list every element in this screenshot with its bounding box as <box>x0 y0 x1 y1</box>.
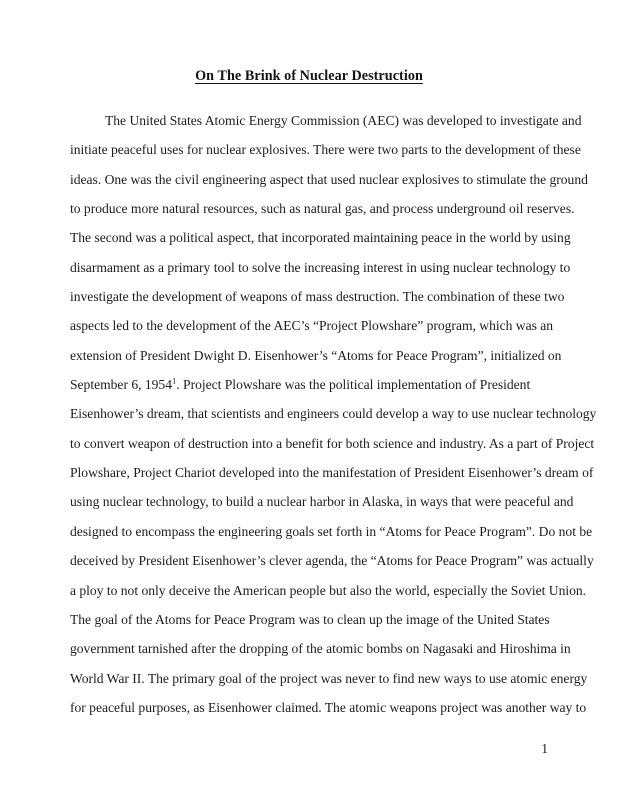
body-line: ideas. One was the civil engineering aspect that used nuclear explosives to stimulate the ground <box>70 171 588 187</box>
page-number: 1 <box>541 741 548 756</box>
body-line: deceived by President Eisenhower’s clever agenda, the “Atoms for Peace Program” was actually <box>70 553 594 569</box>
body-line: disarmament as a primary tool to solve the increasing interest in using nuclear technology to <box>70 259 571 275</box>
body-line: initiate peaceful uses for nuclear explosives. There were two parts to the development of these <box>70 142 581 158</box>
body-line: a ploy to not only deceive the American people but also the world, especially the Soviet Union. <box>70 582 587 598</box>
body-line: using nuclear technology, to build a nuclear harbor in Alaska, in ways that were peaceful and <box>70 494 574 510</box>
body-line: government tarnished after the dropping of the atomic bombs on Nagasaki and Hiroshima in <box>70 641 571 657</box>
body-line: designed to encompass the engineering goals set forth in “Atoms for Peace Program”. Do not be <box>70 523 593 539</box>
body-line: to convert weapon of destruction into a benefit for both science and industry. As a part of Project <box>70 435 595 451</box>
body-line: investigate the development of weapons of mass destruction. The combination of these two <box>70 289 565 305</box>
body-line-with-footnote <box>70 370 550 399</box>
page-title <box>70 68 548 85</box>
footnote-reference[interactable]: 1 <box>171 375 177 386</box>
body-line: extension of President Dwight D. Eisenhower’s “Atoms for Peace Program”, initialized on <box>70 347 562 363</box>
body-line: The United States Atomic Energy Commission (AEC) was developed to investigate and <box>105 113 582 128</box>
body-line: World War II. The primary goal of the project was never to find new ways to use atomic energy <box>70 670 588 686</box>
body-line: to produce more natural resources, such as natural gas, and process underground oil reserves. <box>70 201 575 217</box>
body-line-segment: . Project Plowshare was the political implementation of President <box>176 377 531 393</box>
body-line-segment: September 6, 1954 <box>70 377 172 393</box>
body-line: The goal of the Atoms for Peace Program was to clean up the image of the United States <box>70 611 550 627</box>
page-title-text: On The Brink of Nuclear Destruction <box>195 67 423 84</box>
body-line: for peaceful purposes, as Eisenhower claimed. The atomic weapons project was another way to <box>70 699 587 715</box>
body-line: The second was a political aspect, that incorporated maintaining peace in the world by using <box>70 230 571 246</box>
body-text <box>70 106 597 722</box>
body-line: Plowshare, Project Chariot developed into the manifestation of President Eisenhower’s dream of <box>70 465 594 481</box>
body-line: Eisenhower’s dream, that scientists and engineers could develop a way to use nuclear technology <box>70 406 597 422</box>
body-line: aspects led to the development of the AEC’s “Project Plowshare” program, which was an <box>70 318 554 334</box>
